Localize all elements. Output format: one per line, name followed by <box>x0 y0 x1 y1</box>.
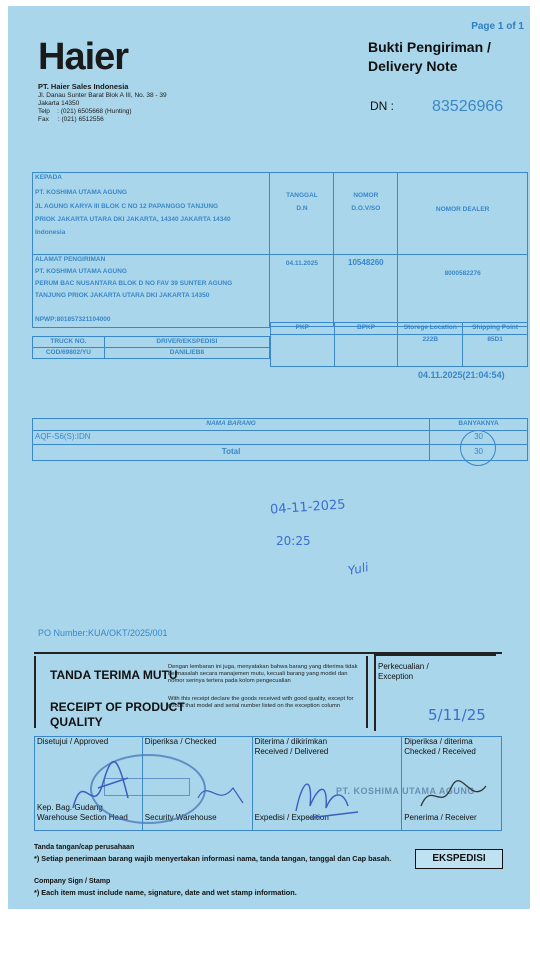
storage-label: Storege Location <box>398 323 463 335</box>
shipping-address-2: TANJUNG PRIOK JAKARTA UTARA DKI JAKARTA 14350 <box>35 292 210 299</box>
shipping-point-value: 85D1 <box>463 335 528 367</box>
total-label: Total <box>33 445 430 461</box>
security-label: Security Warehouse <box>144 813 217 822</box>
shipping-point-label: Shipping Point <box>463 323 528 335</box>
delivered-label-en: Received / Delivered <box>254 747 329 756</box>
table-row <box>33 431 528 445</box>
quality-title-id: TANDA TERIMA MUTU <box>50 668 178 682</box>
npwp: NPWP:801857321104000 <box>35 316 111 323</box>
expedisi-label-box: EKSPEDISI <box>415 849 503 869</box>
handwritten-time: 20:25 <box>276 534 311 548</box>
checker-signature-icon <box>58 748 258 828</box>
date-label-dn: D.N <box>296 205 308 212</box>
document-title <box>368 38 491 76</box>
driver-label: DRIVER/EKSPEDISI <box>104 337 269 348</box>
quality-title-en: RECEIPT OF PRODUCT <box>50 700 185 714</box>
recipient-cell <box>33 173 270 255</box>
item-name-header: NAMA BARANG <box>33 419 430 431</box>
pkp-label: PKP <box>271 323 335 335</box>
quality-text-en: With this receipt declare the goods received with good quality, except for goods that model and serial number listed on the exception column <box>168 696 354 709</box>
expedition-label: Expedisi / Expedition <box>254 813 329 822</box>
dealer-value-cell <box>398 255 528 327</box>
handwritten-signature: Yuli <box>346 560 370 578</box>
haier-logo: Haier <box>38 36 129 78</box>
handwritten-date: 04-11-2025 <box>269 497 346 518</box>
number-label: NOMOR <box>353 192 379 199</box>
address-line-2: Jakarta 14350 <box>38 100 80 107</box>
checked-label: Diperiksa / Checked <box>144 737 217 746</box>
delivery-info-table <box>32 172 528 328</box>
document-title-en: Delivery Note <box>368 58 458 74</box>
document-title-id: Bukti Pengiriman / <box>368 39 491 55</box>
items-table <box>32 418 528 461</box>
print-timestamp: 04.11.2025(21:04:54) <box>418 370 505 380</box>
warehouse-head-id: Kep. Bag. Gudang <box>37 803 103 812</box>
pkp-value <box>271 335 335 367</box>
recipient-name: PT. KOSHIMA UTAMA AGUNG <box>35 189 127 196</box>
item-qty-header: BANYAKNYA <box>430 419 528 431</box>
tax-storage-table <box>270 322 528 367</box>
recipient-address-2: PRIOK JAKARTA UTARA DKI JAKARTA, 14340 JAKARTA 14340 <box>35 216 231 223</box>
bpkp-label: BPKP <box>334 323 398 335</box>
dealer-header-cell <box>398 173 528 255</box>
dealer-value: 8000582276 <box>444 270 481 277</box>
number-value-cell <box>334 255 398 327</box>
po-number: PO Number:KUA/OKT/2025/001 <box>38 628 168 638</box>
dn-label: DN : <box>370 99 394 113</box>
driver-value: DANIL/EB8 <box>104 348 269 359</box>
number-header-cell <box>334 173 398 255</box>
shipping-name: PT. KOSHIMA UTAMA AGUNG <box>35 268 127 275</box>
warehouse-head-en: Warehouse Section Head <box>37 813 128 822</box>
recipient-country: Indonesia <box>35 229 66 236</box>
truck-label: TRUCK NO. <box>33 337 105 348</box>
dn-number: 83526966 <box>432 98 504 115</box>
exception-label <box>378 662 429 682</box>
truck-value: COD/69802/YU <box>33 348 105 359</box>
number-label-do: D.O.V/SO <box>351 205 381 212</box>
footer-note-id: *) Setiap penerimaan barang wajib menyertakan informasi nama, tanda tangan, tanggal dan Cap basah. <box>34 854 392 863</box>
receiver-signature-icon <box>416 776 496 816</box>
company-sign-label-id: Tanda tangan/cap perusahaan <box>34 844 135 851</box>
receiver-label: Penerima / Receiver <box>404 813 477 822</box>
exception-label-id: Perkecualian / <box>378 662 429 671</box>
number-value: 10548260 <box>348 258 384 267</box>
shipping-address-1: PERUM BAC NUSANTARA BLOK D NO FAV 39 SUNTER AGUNG <box>35 280 233 287</box>
date-value: 04.11.2025 <box>285 260 319 267</box>
footer-note-en: *) Each item must include name, signature, date and wet stamp information. <box>34 888 297 897</box>
approved-label: Disetujui / Approved <box>37 737 109 746</box>
exception-label-en: Exception <box>378 672 414 681</box>
quality-text-id: Dengan lembaran ini juga, menyatakan bahwa barang yang diterima tidak bermasalah secara manajemen mutu, kecuali barang yang model dan nomor serinya tertera pada kolom pengecualian <box>168 664 358 684</box>
total-qty: 30 <box>430 445 528 461</box>
qty-circle-mark <box>460 430 496 466</box>
shipping-label: ALAMAT PENGIRIMAN <box>35 256 106 263</box>
page-indicator: Page 1 of 1 <box>471 21 524 32</box>
company-stamp-text: PT. KOSHIMA UTAMA AGUNG <box>336 786 475 796</box>
shipping-address-cell <box>33 255 270 328</box>
storage-value: 222B <box>398 335 463 367</box>
company-sign-label-en: Company Sign / Stamp <box>34 878 111 885</box>
fax-line: Fax : (021) 6512556 <box>38 116 104 123</box>
delivered-label-id: Diterima / dikirimkan <box>254 737 328 746</box>
recipient-label: KEPADA <box>35 174 62 181</box>
item-qty: 30 <box>430 431 528 445</box>
recipient-address-1: JL AGUNG KARYA III BLOK C NO 12 PAPANGGO TANJUNG <box>35 203 219 210</box>
phone-line: Telp : (021) 6505668 (Hunting) <box>38 108 132 115</box>
dealer-label: NOMOR DEALER <box>435 206 490 213</box>
date-value-cell <box>270 255 334 327</box>
delivery-note-sheet <box>8 6 530 909</box>
receiver-label-en: Checked / Received <box>404 747 476 756</box>
truck-driver-table <box>32 336 270 359</box>
expedition-signature-icon <box>288 766 368 826</box>
receiver-label-id: Diperiksa / diterima <box>404 737 473 746</box>
handwritten-receipt-date: 5/11/25 <box>428 706 486 724</box>
company-name: PT. Haier Sales Indonesia <box>38 82 129 91</box>
quality-title-en-2: QUALITY <box>50 715 103 729</box>
bpkp-value <box>334 335 398 367</box>
item-name: AQF-S6(S):IDN <box>33 431 430 445</box>
date-header-cell <box>270 173 334 255</box>
address-line-1: Jl. Danau Sunter Barat Blok A III, No. 38 - 39 <box>38 92 167 99</box>
date-label: TANGGAL <box>286 192 318 199</box>
